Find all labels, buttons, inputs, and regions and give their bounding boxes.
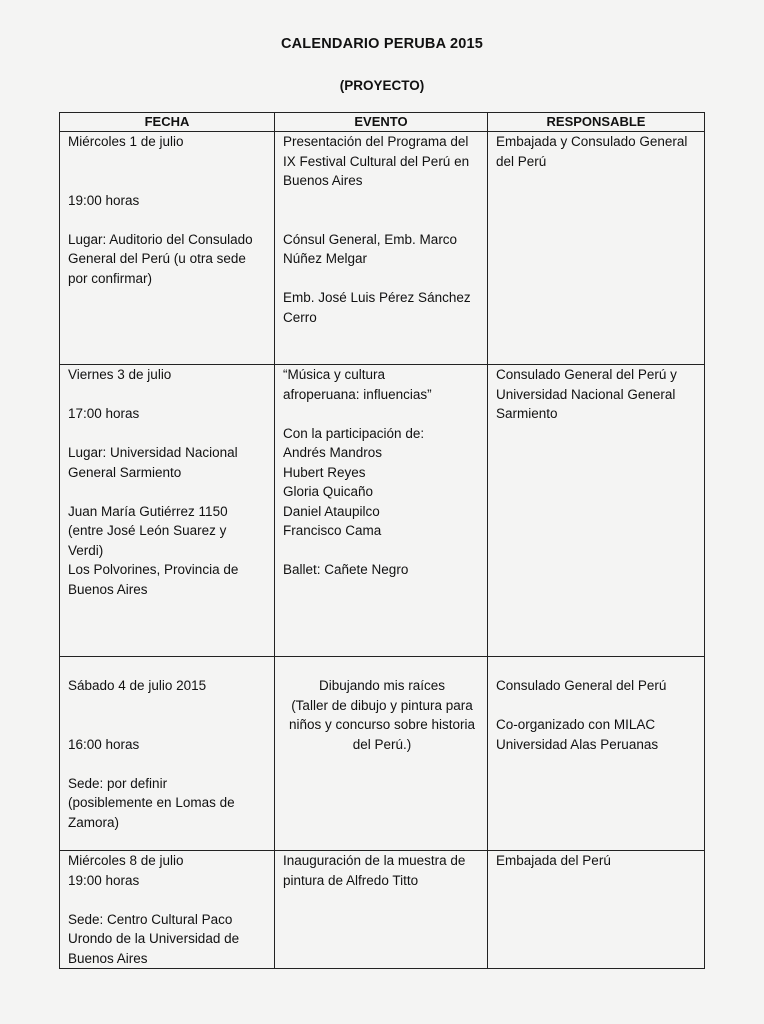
responsable-text: Consulado General del Perú y Universidad Nacional General Sarmiento — [496, 367, 677, 421]
fecha-cell — [60, 132, 275, 365]
document-title: CALENDARIO PERUBA 2015 — [280, 36, 484, 52]
event-speaker: Emb. José Luis Pérez Sánchez Cerro — [283, 290, 471, 325]
table-row — [60, 365, 705, 657]
header-evento: EVENTO — [275, 113, 488, 132]
event-place: Lugar: Auditorio del Consulado General del Perú (u otra sede por confirmar) — [68, 231, 253, 286]
event-title: “Música y cultura afroperuana: influencias” — [283, 367, 432, 402]
responsable-cell — [488, 132, 705, 365]
evento-cell — [275, 365, 488, 657]
event-title: Inauguración de la muestra de pintura de Alfredo Titto — [283, 853, 466, 888]
event-place: Sede: Centro Cultural Paco Urondo de la Universidad de Buenos Aires — [68, 911, 240, 966]
table-row — [60, 851, 705, 969]
event-title: Presentación del Programa del IX Festival Cultural del Perú en Buenos Aires — [283, 134, 470, 188]
evento-cell — [275, 657, 488, 851]
responsable-text: Consulado General del Perú — [496, 678, 667, 693]
event-date: Sábado 4 de julio 2015 — [68, 678, 207, 693]
event-address: Juan María Gutiérrez 1150 (entre José León Suarez y Verdi) Los Polvorines, Provincia de Buenos Aires — [68, 503, 239, 597]
event-place: Lugar: Universidad Nacional General Sarmiento — [68, 445, 238, 480]
fecha-cell — [60, 657, 275, 851]
event-ballet: Ballet: Cañete Negro — [283, 562, 409, 577]
event-date: Miércoles 8 de julio 19:00 horas — [68, 853, 184, 888]
fecha-cell — [60, 851, 275, 969]
evento-cell — [275, 851, 488, 969]
responsable-cell — [488, 851, 705, 969]
responsable-text: Embajada y Consulado General del Perú — [496, 134, 688, 169]
responsable-cell — [488, 365, 705, 657]
responsable-text: Embajada del Perú — [496, 853, 611, 868]
document-subtitle: (PROYECTO) — [339, 78, 425, 93]
event-participants: Con la participación de: Andrés Mandros Hubert Reyes Gloria Quicaño Daniel Ataupilco Francisco Cama — [283, 425, 425, 538]
header-row — [60, 113, 705, 132]
table-row — [60, 132, 705, 365]
event-date: Viernes 3 de julio — [68, 367, 172, 382]
calendar-table — [59, 112, 705, 969]
responsable-cell — [488, 657, 705, 851]
table-row — [60, 657, 705, 851]
event-speaker: Cónsul General, Emb. Marco Núñez Melgar — [283, 231, 458, 266]
event-date: Miércoles 1 de julio — [68, 134, 184, 149]
fecha-cell — [60, 365, 275, 657]
event-time: 16:00 horas — [68, 736, 140, 752]
event-time: 19:00 horas — [68, 192, 140, 208]
header-fecha: FECHA — [60, 113, 275, 132]
event-title: Dibujando mis raíces (Taller de dibujo y pintura para niños y concurso sobre historia del Perú.) — [288, 678, 476, 752]
evento-cell — [275, 132, 488, 365]
event-place: Sede: por definir (posiblemente en Lomas de Zamora) — [68, 775, 235, 830]
event-time: 17:00 horas — [68, 406, 140, 421]
header-responsable: RESPONSABLE — [488, 113, 705, 132]
responsable-co-organizer: Co-organizado con MILAC Universidad Alas Peruanas — [496, 717, 659, 752]
